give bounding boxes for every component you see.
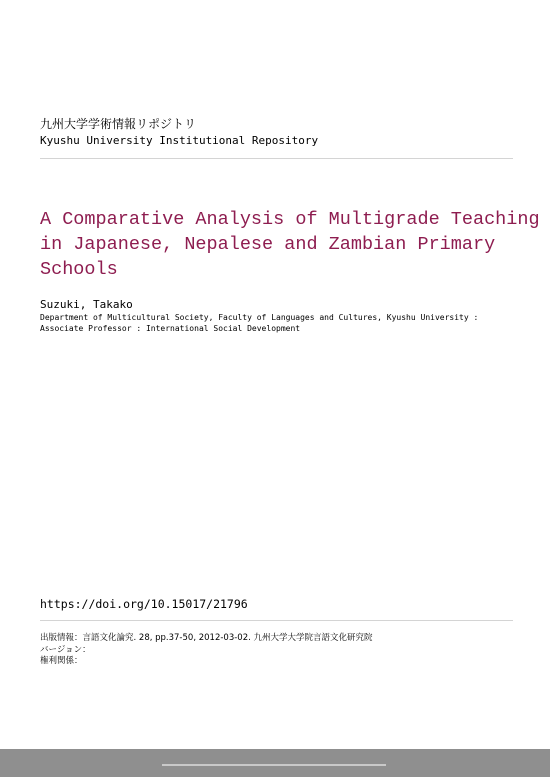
affiliation-line-2: Associate Professor : International Social Development [40, 324, 301, 333]
publication-info: 出版情報：言語文化論究. 28, pp.37-50, 2012-03-02. 九州大学大学院言語文化研究院 [40, 633, 373, 643]
author-name: Suzuki, Takako [40, 298, 133, 311]
paper-title-line-2: in Japanese, Nepalese and Zambian Primary [40, 234, 496, 255]
footer-bar [0, 749, 550, 777]
paper-title-line-3: Schools [40, 259, 118, 280]
repository-name-english: Kyushu University Institutional Repository [40, 134, 319, 147]
author-affiliation [40, 312, 478, 334]
header-divider [40, 158, 513, 159]
affiliation-line-1: Department of Multicultural Society, Faculty of Languages and Cultures, Kyushu University : [40, 313, 479, 322]
doi-link[interactable]: https://doi.org/10.15017/21796 [40, 597, 248, 611]
repository-name-japanese: 九州大学学術情報リポジトリ [40, 117, 197, 131]
paper-title-line-1: A Comparative Analysis of Multigrade Teaching [40, 209, 540, 230]
metadata-divider [40, 620, 513, 621]
publication-metadata [40, 633, 373, 668]
paper-title [40, 207, 540, 282]
footer-scroll-indicator [162, 764, 386, 766]
rights-info: 権利関係： [40, 656, 83, 666]
version-info: バージョン： [40, 644, 91, 655]
